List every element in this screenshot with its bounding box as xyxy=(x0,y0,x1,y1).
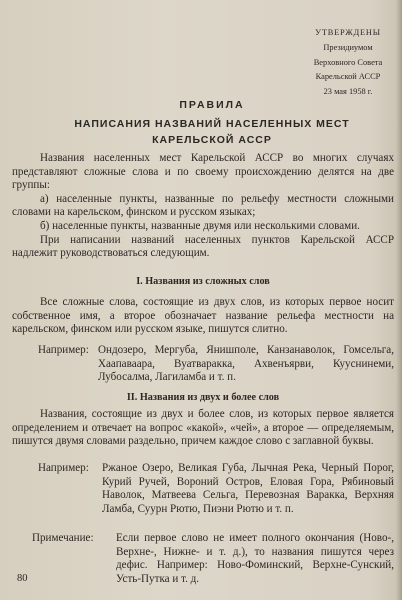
approval-line: УТВЕРЖДЕНЫ xyxy=(315,28,381,37)
page-number: 80 xyxy=(17,573,28,584)
approval-date: 23 мая 1958 г. xyxy=(323,87,373,97)
note-text: Если первое слово не имеет полного окончания (Ново-, Верхне-, Нижне- и т. д.), то названия пишутся через дефис. Например: Ново-Фоминский, Верхне-Сунский, Усть-Путка и т. д. xyxy=(116,532,394,585)
approval-block xyxy=(300,26,396,100)
example-text: Ондозеро, Мергуба, Янишполе, Канзанаволок, Гомсельга, Хаапавaара, Вуатваракка, Ахвенъярви, Кууснинеми, Лубосалма, Лагиламба и т. п. xyxy=(98,344,394,384)
intro-item-a: а) населенные пункты, названные по рельефу местности сложными словами на карельском, финском и русском языках; xyxy=(12,192,394,219)
section-2-text: Названия, состоящие из двух и более слов, из которых первое является определением и отвечает на вопрос «какой», «чей», а второе — определяемым, пишутся двумя словами раздельно, причем каждое слово с заглавной буквы. xyxy=(12,408,394,448)
document-title: ПРАВИЛА xyxy=(179,99,245,111)
example-label: Например: xyxy=(38,344,89,356)
example-text: Ржаное Озеро, Великая Губа, Лычная Река, Черный Порог, Курий Ручей, Вороний Остров, Еловая Гора, Рябиновый Наволок, Матвеева Сельга, Перевозная Варакка, Верхняя Ламба, Суурн Рютю, Пиэни Рютю и т. п. xyxy=(102,462,394,515)
approval-line: Верховного Совета xyxy=(313,57,383,67)
section-1-text: Все сложные слова, состоящие из двух слов, из которых первое носит собственное имя, а второе обозначает название рельефа местности на карельском, финском или русском языке, пишутся слитно. xyxy=(12,296,394,336)
approval-line: Карельской АССР xyxy=(315,72,381,82)
intro-paragraph: Названия населенных мест Карельской АССР во многих случаях представляют сложные слова и по своему происхождению делятся на две группы: xyxy=(12,152,394,192)
section-1-heading: I. Названия из сложных слов xyxy=(136,276,270,287)
page-edge-shadow xyxy=(396,0,402,600)
intro-item-b: б) населенные пункты, названные двумя или несколькими словами. xyxy=(40,219,360,232)
intro-paragraph-2: При написании названий населенных пунктов Карельской АССР надлежит руководствоваться следующим. xyxy=(12,233,394,260)
section-1-text-block xyxy=(12,296,394,337)
document-subtitle: НАПИСАНИЯ НАЗВАНИЙ НАСЕЛЕННЫХ МЕСТ xyxy=(74,118,350,130)
example-label: Например: xyxy=(38,462,89,474)
intro-section xyxy=(12,152,394,261)
note-label: Примечание: xyxy=(32,532,94,544)
document-subtitle-2: КАРЕЛЬСКОЙ АССР xyxy=(152,134,272,146)
approval-line: Президиумом xyxy=(323,42,373,52)
section-2-text-block xyxy=(12,408,394,449)
section-2-heading: II. Названия из двух и более слов xyxy=(126,392,280,403)
